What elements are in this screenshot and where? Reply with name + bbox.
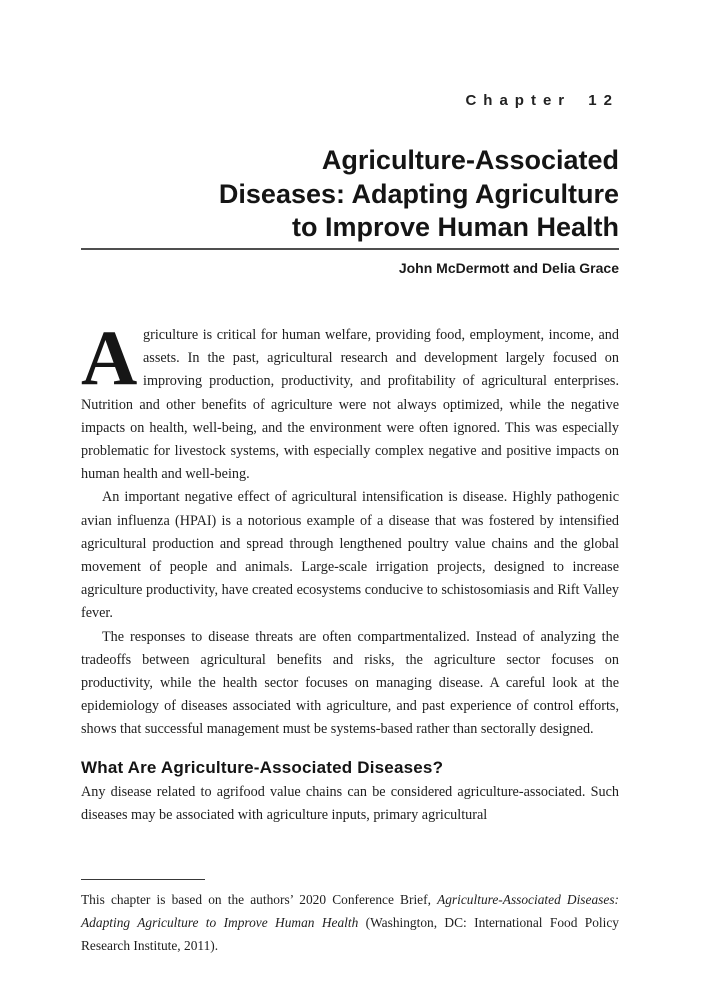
chapter-title-line-3: to Improve Human Health (291, 212, 619, 242)
footnote-work-title: Agriculture-Associated Diseases: Adapting Agriculture to Improve Human Health (81, 892, 619, 930)
footnote-segment: (Washington, DC: International Food Policy Research Institute, 2011). (81, 914, 619, 953)
footnote (81, 879, 619, 957)
paragraph-intro-text: griculture is critical for human welfare, providing food, employment, income, and assets. In the past, agricultural research and development largely focused on improving production, productivity, and profitability of agricultural enterprises. Nutrition and other benefits of agriculture were not always optimized, while the negative impacts on health, well-being, and the environment were often ignored. This was especially problematic for livestock systems, with especially complex negative and positive impacts on human health and well-being. (81, 327, 619, 483)
drop-cap: A (81, 314, 138, 401)
paragraph-section-intro: Any disease related to agrifood value chains can be considered agriculture-associated. Such diseases may be associated with agriculture inputs, primary agricultural (81, 783, 619, 823)
author-byline: John McDermott and Delia Grace (398, 260, 619, 276)
title-divider-rule (81, 248, 619, 250)
chapter-title (81, 144, 619, 245)
body-text (81, 314, 619, 827)
footnote-text (81, 889, 619, 957)
chapter-label: Chapter 12 (465, 92, 619, 109)
paragraph-responses: The responses to disease threats are often compartmentalized. Instead of analyzing the tradeoffs between agricultural benefits and risks, the agriculture sector focuses on productivity, while the health sector focuses on managing disease. A careful look at the epidemiology of diseases associated with agriculture, and past experience of control efforts, shows that successful management must be systems-based rather than sectorally designed. (81, 628, 619, 738)
paragraph-intro (81, 314, 619, 486)
chapter-title-line-2: Diseases: Adapting Agriculture (218, 178, 619, 209)
paragraph-disease-effects: An important negative effect of agricultural intensification is disease. Highly pathogenic avian influenza (HPAI) is a notorious example of a disease that was fostered by intensified agricultural production and spread through lengthened poultry value chains and the global movement of people and animals. Large-scale irrigation projects, designed to increase agriculture productivity, have created ecosystems conducive to schistosomiasis and Rift Valley fever. (81, 489, 619, 622)
chapter-title-line-1: Agriculture-Associated (321, 145, 619, 175)
section-heading: What Are Agriculture-Associated Diseases? (81, 757, 444, 777)
footnote-segment: This chapter is based on the authors’ 2020 Conference Brief, (81, 892, 438, 907)
footnote-divider-rule (81, 879, 205, 880)
